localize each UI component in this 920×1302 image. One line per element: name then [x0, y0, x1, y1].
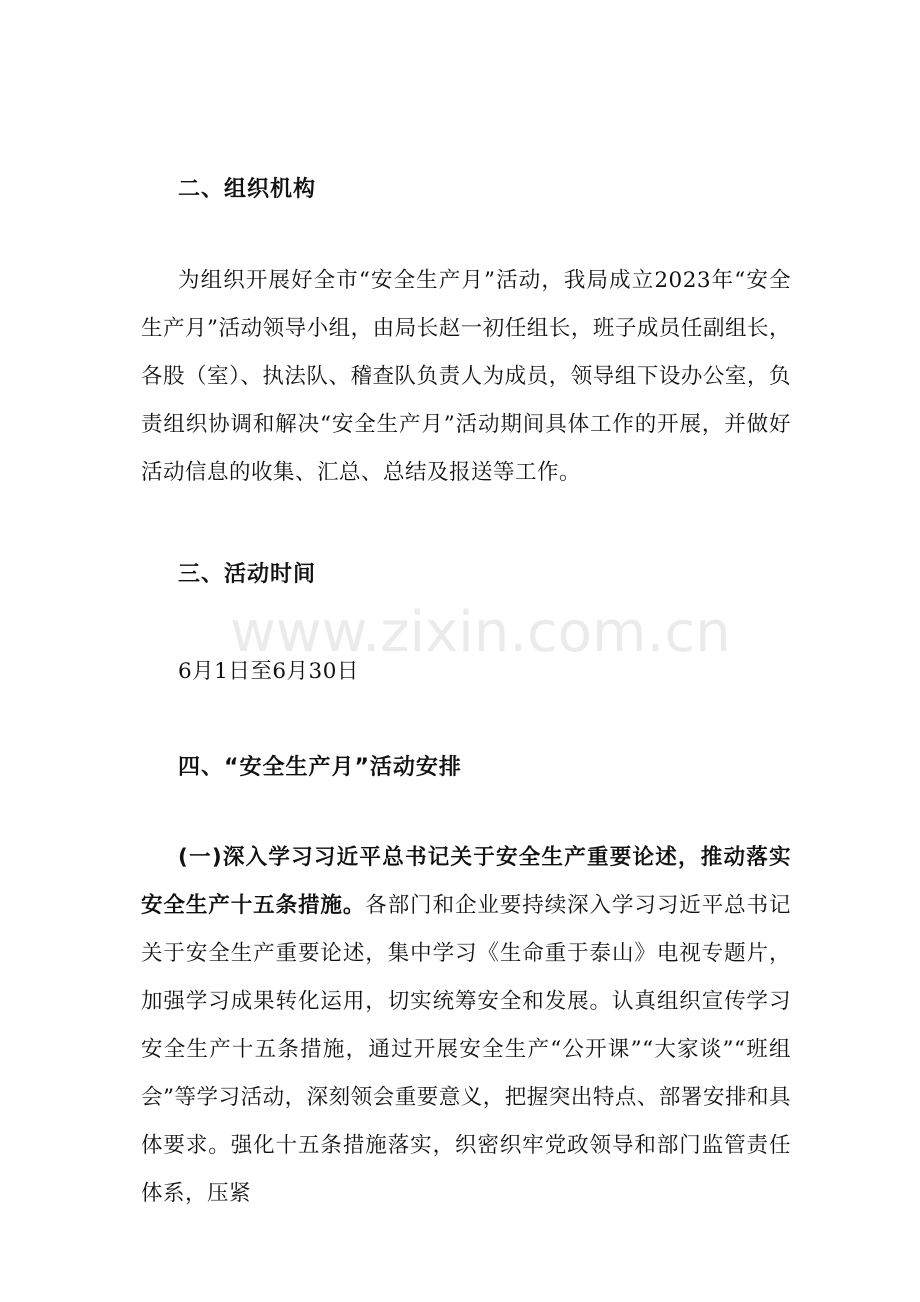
activity-date-range: 6月1日至6月30日	[178, 659, 359, 684]
watermark: www.zixin.com.cn	[230, 600, 731, 665]
section-heading-activity-arrangement: 四、“安全生产月”活动安排	[178, 755, 462, 780]
section-heading-organization: 二、组织机构	[178, 177, 317, 202]
item-1-title: (一)深入学习习近平总书记关于安全生产重要论述，推动落实安全生产十五条措施。	[141, 845, 791, 918]
item-1-body: 各部门和企业要持续深入学习习近平总书记关于安全生产重要论述，集中学习《生命重于泰山》电视专题片，加强学习成果转化运用，切实统筹安全和发展。认真组织宣传学习安全生产十五条措施，通过开展安全生产“公开课”“大家谈”“班组会”等学习活动，深刻领会重要意义，把握突出特点、部署安排和具体要求。强化十五条措施落实，织密织牢党政领导和部门监管责任体系，压紧	[141, 893, 791, 1206]
paragraph-organization: 为组织开展好全市“安全生产月”活动，我局成立2023年“安全生产月”活动领导小组，由局长赵一初任组长，班子成员任副组长，各股（室）、执法队、稽查队负责人为成员，领导组下设办公室，负责组织协调和解决“安全生产月”活动期间具体工作的开展，并做好活动信息的收集、汇总、总结及报送等工作。	[141, 268, 791, 485]
section-heading-activity-time: 三、活动时间	[178, 562, 317, 587]
paragraph-arrangement-item-1	[141, 834, 791, 1218]
